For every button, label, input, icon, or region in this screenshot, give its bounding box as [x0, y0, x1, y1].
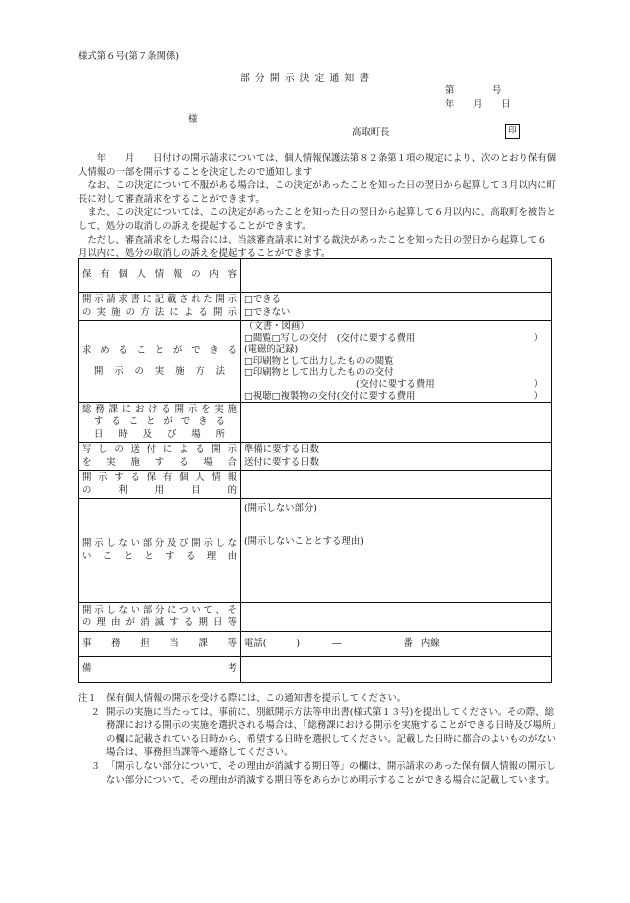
- row-label: 総務課における開示を実施 することができる 日時及び場所: [79, 403, 241, 443]
- row-value: 電話( ) ― 番 内線: [241, 632, 552, 657]
- notes: [78, 692, 556, 787]
- note-item: ３ 「開示しない部分について、その理由が消滅する期日等」の欄は、開示請求のあった保有個人情報の開示しない部分について、その理由が消滅する期日等をあらかじめ明示することができる場合に記載しています。: [90, 760, 556, 786]
- table-row: [79, 293, 552, 321]
- table-row: [79, 499, 552, 603]
- row-label: 事務担当課等: [79, 632, 241, 657]
- row-value: 準備に要する日数 送付に要する日数: [241, 443, 552, 471]
- checkbox-option: □できない: [244, 306, 291, 318]
- document-number: 第 号: [445, 85, 502, 96]
- note-item: ２ 開示の実施に当たっては、事前に、別紙開示方法等申出書(様式第１３号)を提出してください。その際、総務課における開示の実施を選択される場合は、「総務課における開示を実施することができる日時及び場所」の欄に記載されている日時から、希望する日時を選択してください。記載した日時に都合のよいものがない場合は、事務担当課等へ連絡してください。: [90, 706, 557, 759]
- row-label: 開示しない部分及び開示しな いこととする理由: [79, 499, 241, 603]
- table-row: [79, 403, 552, 443]
- note-item: 注１ 保有個人情報の開示を受ける際には、この通知書を提示してください。: [78, 693, 407, 704]
- table-row: [79, 632, 552, 657]
- table-row: [79, 471, 552, 499]
- table-row: [79, 321, 552, 403]
- body-paragraph: ただし、審査請求をした場合には、当該審査請求に対する裁決があったことを知った日の翌日から起算して６月以内に、処分の取消しの訴えを提起することができます。: [78, 234, 547, 260]
- row-value: [241, 657, 552, 683]
- table-row: [79, 259, 552, 293]
- row-value: (開示しない部分) (開示しないこととする理由): [241, 499, 552, 603]
- row-label: 写しの送付による開示 を実施する場合: [79, 443, 241, 471]
- row-label: 求めることができる 開示の実施方法: [79, 321, 241, 403]
- row-label: 保有個人情報の内容: [79, 259, 241, 293]
- row-value: [241, 471, 552, 499]
- table-row: [79, 603, 552, 632]
- seal-mark: 印: [505, 124, 520, 139]
- table-row: [79, 657, 552, 683]
- checkbox-option: □印刷物として出力したものの交付: [244, 367, 394, 379]
- row-label: 開示しない部分について、そ の理由が消滅する期日等: [79, 603, 241, 632]
- body-paragraph: なお、この決定について不服がある場合は、この決定があったことを知った日の翌日から起算して３月以内に町長に対して審査請求をすることができます。: [78, 180, 556, 205]
- row-value: [241, 603, 552, 632]
- disclosure-table: [78, 258, 552, 683]
- body-paragraph: また、この決定については、この決定があったことを知った日の翌日から起算して６月以内に、高取町を被告として、処分の取消しの訴えを提起することができます。: [78, 207, 556, 232]
- form-number: 様式第６号(第７条関係): [78, 51, 180, 62]
- checkbox-option: □印刷物として出力したものの閲覧: [244, 355, 394, 367]
- table-row: [79, 443, 552, 471]
- row-value: [241, 293, 552, 321]
- issuer-name: 高取町長: [352, 127, 390, 138]
- addressee: 様: [188, 114, 198, 125]
- row-label: 備考: [79, 657, 241, 683]
- document-date: 年 月 日: [445, 99, 511, 110]
- row-value: [241, 403, 552, 443]
- row-label: 開示する保有個人情報 の利用目的: [79, 471, 241, 499]
- row-value: [241, 259, 552, 293]
- body-text: [78, 152, 556, 261]
- checkbox-option: □できる: [244, 294, 281, 306]
- checkbox-option: □視聴□複製物の交付(交付に要する費用: [244, 390, 416, 402]
- row-value: （文書・図画） □閲覧□写しの交付 (交付に要する費用 ） (電磁的記録) □印刷物として出力したものの閲覧 □印刷物として出力したものの交付 (交付に要する費用 ） □視聴□複製物の交付(交付に要する費用 ）: [241, 321, 552, 403]
- body-paragraph: 年 月 日付けの開示請求については、個人情報保護法第８２条第１項の規定により、次のとおり保有個人情報の一部を開示することを決定したので通知します: [78, 153, 556, 178]
- document-title: 部 分 開 示 決 定 通 知 書: [240, 73, 371, 84]
- checkbox-option: □閲覧□写しの交付 (交付に要する費用: [244, 332, 416, 344]
- row-label: 開示請求書に記載された開示 の実施の方法による開示: [79, 293, 241, 321]
